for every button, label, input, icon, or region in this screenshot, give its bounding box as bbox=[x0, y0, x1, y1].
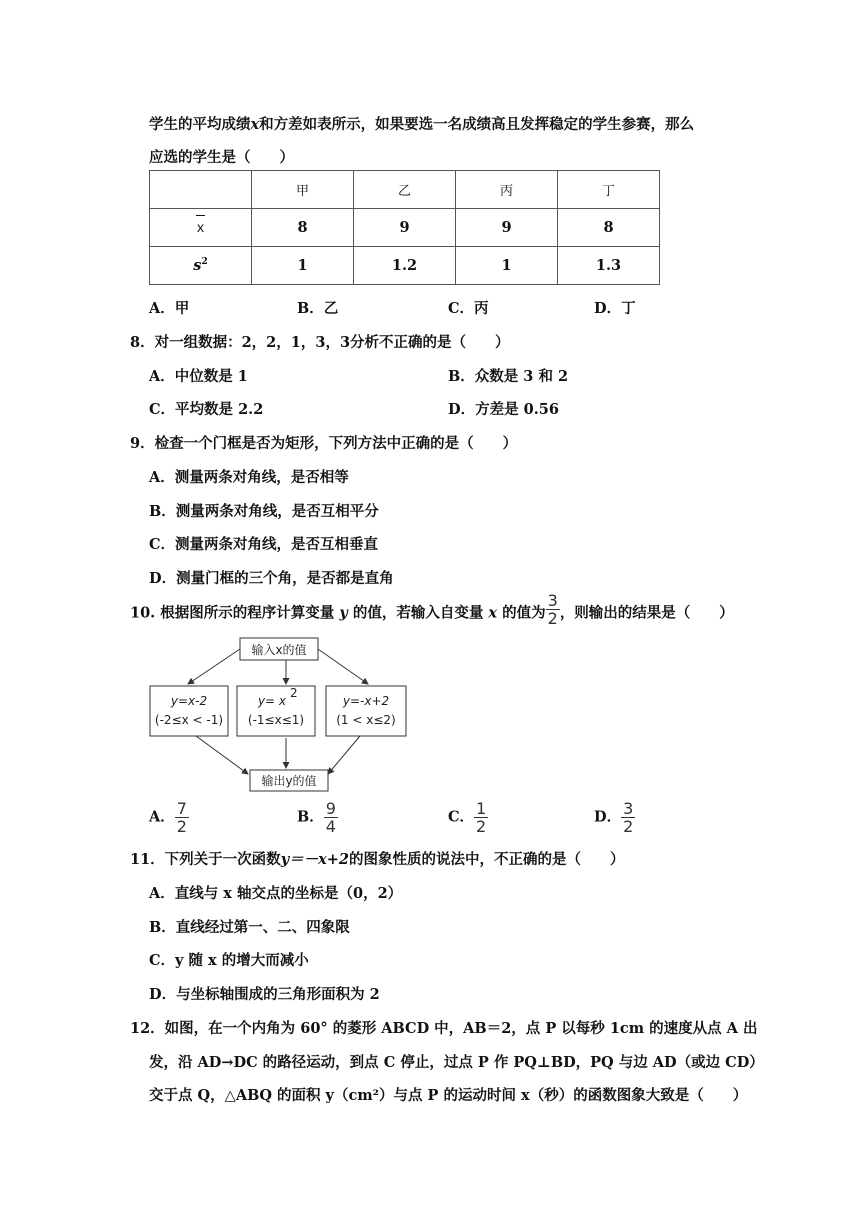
table-cell: 8 bbox=[252, 209, 354, 247]
option-label: D． bbox=[594, 808, 622, 826]
q7-option-c[interactable]: C．丙 bbox=[448, 300, 489, 317]
flow-arrow-left bbox=[188, 649, 240, 684]
table-header-bing: 丙 bbox=[456, 171, 558, 209]
q8-option-a[interactable]: A．中位数是 1 bbox=[149, 368, 248, 385]
table-cell: 1 bbox=[252, 247, 354, 285]
s-squared-sup: 2 bbox=[201, 257, 208, 268]
option-fraction bbox=[474, 800, 488, 835]
table-header-yi: 乙 bbox=[354, 171, 456, 209]
table-cell: 9 bbox=[354, 209, 456, 247]
q9-option-a[interactable]: A．测量两条对角线，是否相等 bbox=[149, 469, 349, 486]
flow-box-2-range: (-1≤x≤1) bbox=[247, 713, 305, 727]
q10-var-x: x bbox=[488, 604, 498, 622]
q9-option-c[interactable]: C．测量两条对角线，是否互相垂直 bbox=[149, 536, 379, 553]
flow-box-1-range: (-2≤x < -1) bbox=[154, 713, 224, 727]
table-cell: 8 bbox=[558, 209, 660, 247]
fraction-denominator: 2 bbox=[176, 817, 187, 836]
q7-stem-line2: 应选的学生是（ ） bbox=[149, 149, 294, 166]
table-header-ding: 丁 bbox=[558, 171, 660, 209]
q10-stem-text-b: 的值，若输入自变量 bbox=[352, 604, 484, 622]
q11-stem-text-b: 的图象性质的说法中，不正确的是（ ） bbox=[349, 851, 625, 868]
q11-stem-text-a: 11．下列关于一次函数 bbox=[130, 851, 281, 868]
q10-stem-text-a: 10. 根据图所示的程序计算变量 bbox=[130, 604, 335, 622]
q7-stem-text-a: 学生的平均成绩 bbox=[149, 116, 251, 133]
q11-option-b[interactable]: B．直线经过第一、二、四象限 bbox=[149, 919, 350, 936]
s-symbol: s bbox=[193, 257, 202, 274]
table-header-row bbox=[150, 171, 660, 209]
fraction-numerator: 3 bbox=[547, 591, 558, 610]
flow-box-2-formula: y= x bbox=[257, 694, 287, 708]
q12-stem-line1: 12．如图，在一个内角为 60° 的菱形 ABCD 中，AB＝2，点 P 以每秒 1cm 的速度从点 A 出 bbox=[130, 1020, 758, 1037]
fraction-numerator: 1 bbox=[476, 799, 487, 818]
q10-option-d[interactable] bbox=[594, 800, 635, 835]
q10-flowchart bbox=[148, 634, 410, 794]
fraction-denominator: 2 bbox=[476, 817, 487, 836]
q11-function: y＝－x+2 bbox=[280, 851, 349, 868]
q11-option-a[interactable]: A．直线与 x 轴交点的坐标是（0，2） bbox=[149, 885, 403, 902]
q10-stem-text-d: ，则输出的结果是（ ） bbox=[559, 604, 734, 622]
q8-stem: 8．对一组数据：2，2，1，3，3分析不正确的是（ ） bbox=[130, 334, 510, 351]
table-cell: 1 bbox=[456, 247, 558, 285]
flow-box-3-range: (1 < x≤2) bbox=[336, 713, 396, 727]
q11-option-c[interactable]: C．y 随 x 的增大而减小 bbox=[149, 952, 309, 969]
q9-stem: 9．检查一个门框是否为矩形，下列方法中正确的是（ ） bbox=[130, 435, 518, 452]
flow-input-label: 输入x的值 bbox=[251, 643, 307, 657]
q8-option-d[interactable]: D．方差是 0.56 bbox=[448, 401, 559, 418]
option-label: C． bbox=[448, 808, 475, 826]
q9-option-d[interactable]: D．测量门框的三个角，是否都是直角 bbox=[149, 570, 394, 587]
table-header-empty bbox=[150, 171, 252, 209]
fraction-numerator: 3 bbox=[623, 799, 634, 818]
flow-arrow-out-right bbox=[328, 736, 360, 774]
q10-option-a[interactable] bbox=[149, 800, 189, 835]
q7-option-a[interactable]: A．甲 bbox=[149, 300, 190, 317]
q10-option-b[interactable] bbox=[297, 800, 338, 835]
fraction-numerator: 7 bbox=[176, 799, 187, 818]
q12-stem-line3: 交于点 Q，△ABQ 的面积 y（cm²）与点 P 的运动时间 x（秒）的函数图象大致是（ ） bbox=[149, 1087, 748, 1104]
x-bar-symbol: x bbox=[197, 219, 204, 235]
option-label: B． bbox=[297, 808, 324, 826]
q7-stem-line1 bbox=[149, 113, 694, 134]
flow-arrow-right bbox=[318, 649, 368, 684]
option-fraction bbox=[324, 800, 338, 835]
flow-box-3-formula: y=-x+2 bbox=[342, 694, 390, 708]
flow-box-1-formula: y=x-2 bbox=[170, 694, 208, 708]
q7-option-d[interactable]: D．丁 bbox=[594, 300, 636, 317]
q10-option-c[interactable] bbox=[448, 800, 488, 835]
mean-row-label bbox=[150, 209, 252, 247]
q7-stats-table bbox=[149, 170, 660, 285]
table-cell: 1.2 bbox=[354, 247, 456, 285]
q10-var-y: y bbox=[339, 604, 348, 622]
q11-stem bbox=[130, 848, 625, 869]
table-row-mean bbox=[150, 209, 660, 247]
flow-arrow-out-left bbox=[196, 736, 248, 774]
q11-option-d[interactable]: D．与坐标轴围成的三角形面积为 2 bbox=[149, 986, 380, 1003]
q10-input-fraction bbox=[546, 592, 560, 627]
flow-box-2-sup: 2 bbox=[290, 686, 298, 700]
option-fraction bbox=[621, 800, 635, 835]
variance-row-label bbox=[150, 247, 252, 285]
q7-stem-var: x bbox=[250, 116, 260, 133]
q8-option-b[interactable]: B．众数是 3 和 2 bbox=[448, 368, 569, 385]
option-fraction bbox=[175, 800, 189, 835]
option-label: A． bbox=[149, 808, 175, 826]
q9-option-b[interactable]: B．测量两条对角线，是否互相平分 bbox=[149, 503, 379, 520]
q10-stem-text-c: 的值为 bbox=[502, 604, 546, 622]
fraction-denominator: 2 bbox=[547, 609, 558, 628]
table-header-jia: 甲 bbox=[252, 171, 354, 209]
q8-option-c[interactable]: C．平均数是 2.2 bbox=[149, 401, 264, 418]
q7-stem-text-b: 和方差如表所示，如果要选一名成绩高且发挥稳定的学生参赛，那么 bbox=[259, 116, 695, 133]
fraction-numerator: 9 bbox=[325, 799, 336, 818]
table-cell: 9 bbox=[456, 209, 558, 247]
table-cell: 1.3 bbox=[558, 247, 660, 285]
q7-option-b[interactable]: B．乙 bbox=[297, 300, 339, 317]
table-row-variance bbox=[150, 247, 660, 285]
q10-stem bbox=[130, 591, 734, 628]
fraction-denominator: 4 bbox=[325, 817, 336, 836]
q12-stem-line2: 发，沿 AD→DC 的路径运动，到点 C 停止，过点 P 作 PQ⊥BD，PQ 与边 AD（或边 CD） bbox=[149, 1054, 764, 1071]
fraction-denominator: 2 bbox=[623, 817, 634, 836]
flow-output-label: 输出y的值 bbox=[261, 774, 317, 788]
